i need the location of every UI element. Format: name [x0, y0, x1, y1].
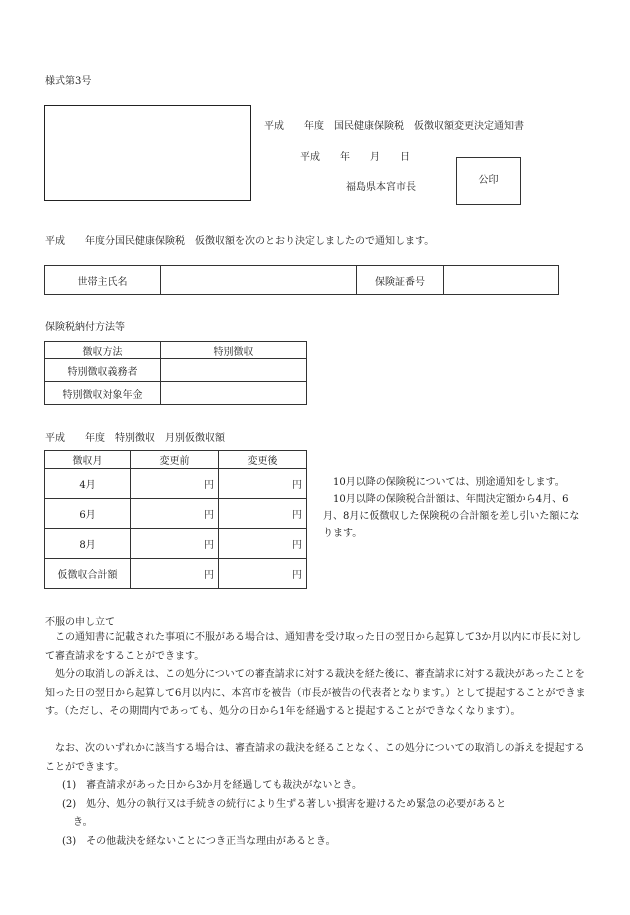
row-obligor-value: [161, 359, 307, 382]
monthly-table: [44, 450, 307, 589]
note-2: 10月以降の保険税合計額は、年間決定額から4月、6月、8月に仮徴収した保険税の合計額を差し引いた額になります。: [323, 494, 580, 539]
objection-paragraph-3: なお、次のいずれかに該当する場合は、審査請求の裁決を経ることなく、この処分についての取消しの訴えを提起することができます。: [45, 743, 585, 773]
objection-heading: 不服の申し立て: [45, 617, 115, 628]
table-row: [45, 529, 307, 559]
payment-method-table: [44, 341, 307, 405]
table-row: [45, 559, 307, 589]
payment-method-title: 保険税納付方法等: [45, 322, 125, 333]
after-amount: 円: [219, 559, 307, 589]
monthly-title: 平成 年度 特別徴収 月別仮徴収額: [45, 433, 225, 444]
issuer-name: 福島県本宮市長: [346, 182, 416, 193]
col-after: 変更後: [219, 451, 307, 469]
row-pension-value: [161, 382, 307, 405]
month-label: 仮徴収合計額: [45, 559, 131, 589]
before-amount: 円: [131, 499, 219, 529]
condition-item-3: (3) その他裁決を経ないことにつき正当な理由があるとき。: [62, 836, 336, 847]
objection-paragraph-1: この通知書に記載された事項に不服がある場合は、通知書を受け取った日の翌日から起算して3か月以内に市長に対して審査請求をすることができます。: [45, 632, 582, 662]
row-pension-label: 特別徴収対象年金: [45, 382, 161, 405]
householder-name-label: 世帯主氏名: [45, 266, 161, 295]
householder-table: [44, 265, 559, 295]
intro-text: 平成 年度分国民健康保険税 仮徴収額を次のとおり決定しましたので通知します。: [45, 236, 435, 247]
table-row: [45, 499, 307, 529]
notice-title: 平成 年度 国民健康保険税 仮徴収額変更決定通知書: [264, 121, 524, 132]
after-amount: 円: [219, 499, 307, 529]
official-seal-label: 公印: [478, 175, 499, 186]
address-box: [44, 105, 251, 201]
month-label: 4月: [45, 469, 131, 499]
official-seal: [456, 157, 521, 205]
col-method: 徴収方法: [45, 342, 161, 359]
objection-paragraph-2: 処分の取消しの訴えは、この処分についての審査請求に対する裁決を経た後に、審査請求に対する裁決があったことを知った日の翌日から起算して6月以内に、本宮市を被告（市長が被告の代表者となります。）として提起することができます。（ただし、その期間内であっても、処分の日から1年を経過すると提起することができなくなります）。: [45, 669, 586, 717]
condition-item-2-continued: き。: [73, 817, 93, 828]
before-amount: 円: [131, 469, 219, 499]
col-before: 変更前: [131, 451, 219, 469]
table-row: [45, 469, 307, 499]
month-label: 8月: [45, 529, 131, 559]
row-obligor-label: 特別徴収義務者: [45, 359, 161, 382]
after-amount: 円: [219, 529, 307, 559]
issue-date: 平成 年 月 日: [300, 152, 410, 163]
col-method-value: 特別徴収: [161, 342, 307, 359]
form-number: 様式第3号: [45, 76, 92, 87]
condition-item-2: (2) 処分、処分の執行又は手続きの続行により生ずる著しい損害を避けるため緊急の必要があると: [62, 799, 507, 810]
condition-item-1: (1) 審査請求があった日から3か月を経過しても裁決がないとき。: [62, 780, 363, 791]
insurance-number-value: [444, 266, 559, 295]
after-amount: 円: [219, 469, 307, 499]
before-amount: 円: [131, 559, 219, 589]
col-month: 徴収月: [45, 451, 131, 469]
insurance-number-label: 保険証番号: [357, 266, 444, 295]
month-label: 6月: [45, 499, 131, 529]
note-1: 10月以降の保険税については、別途通知をします。: [333, 477, 565, 488]
before-amount: 円: [131, 529, 219, 559]
householder-name-value: [161, 266, 357, 295]
